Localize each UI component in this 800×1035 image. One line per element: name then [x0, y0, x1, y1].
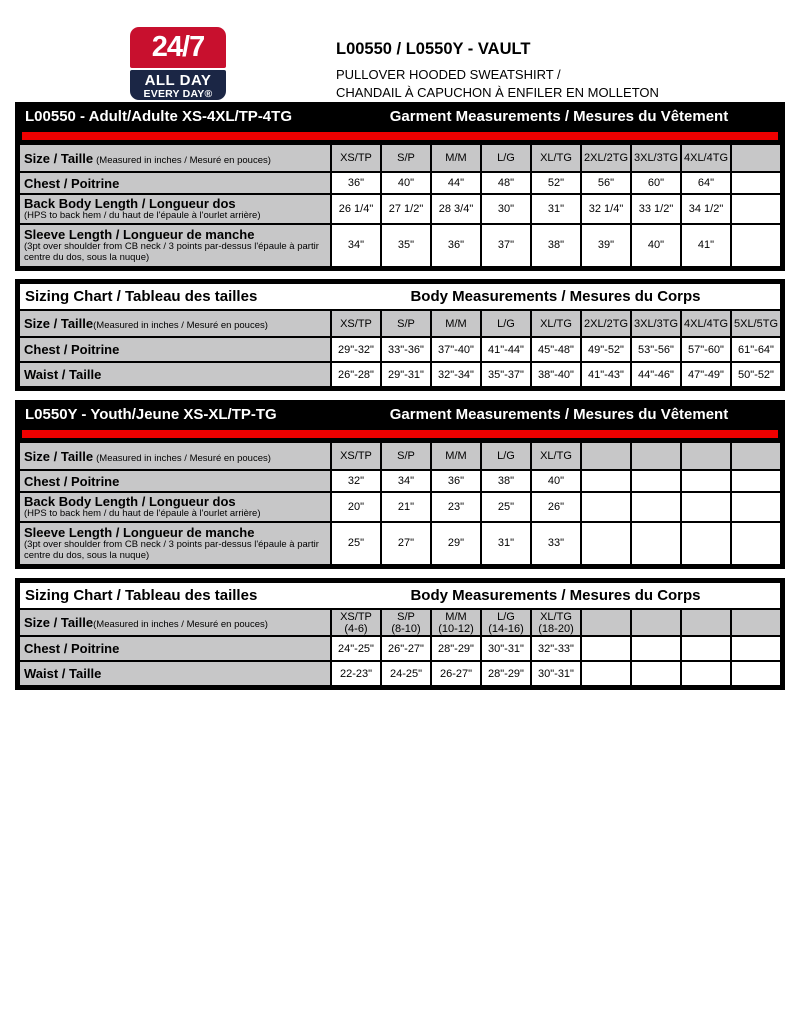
measure-label: Chest / Poitrine: [24, 342, 120, 357]
measure-label: Waist / Taille: [24, 666, 102, 681]
size-column-range: (18-20): [538, 622, 574, 635]
measure-value-cell: 32"-34": [431, 362, 481, 387]
measure-value-cell: 27 1/2": [381, 194, 431, 224]
measure-value-cell: [731, 224, 781, 267]
measure-label-cell: [19, 661, 331, 686]
size-column-name: XS/TP: [340, 610, 372, 623]
measure-value-cell: 26-27": [431, 661, 481, 686]
measure-value-cell: 26 1/4": [331, 194, 381, 224]
product-title: L00550 / L0550Y - VAULT: [336, 40, 531, 58]
measure-value-cell: 30": [481, 194, 531, 224]
size-column-header: 2XL/2TG: [581, 144, 631, 172]
measure-value-cell: 39": [581, 224, 631, 267]
measure-value-cell: 27": [381, 522, 431, 565]
measure-value-cell: 32": [331, 470, 381, 492]
measure-value-cell: 25": [481, 492, 531, 522]
measure-label-cell: [19, 337, 331, 362]
chart-title-left: Sizing Chart / Tableau des tailles: [19, 582, 331, 609]
measurements-grid: [18, 143, 782, 268]
chart-title-right: Body Measurements / Mesures du Corps: [331, 283, 781, 310]
measure-value-cell: 28 3/4": [431, 194, 481, 224]
measure-value-cell: 26"-28": [331, 362, 381, 387]
size-column-header: [681, 442, 731, 470]
logo-every-day-text: EVERY DAY®: [143, 88, 213, 100]
size-header-row: [19, 609, 781, 636]
measure-value-cell: 37"-40": [431, 337, 481, 362]
size-column-header: [731, 609, 781, 636]
size-label-note: (Measured in inches / Mesuré en pouces): [96, 452, 271, 464]
measure-value-cell: [581, 661, 631, 686]
logo-24-7-text: 24/7: [151, 31, 205, 63]
measure-value-cell: [631, 470, 681, 492]
measure-value-cell: 50"-52": [731, 362, 781, 387]
measure-label-note: (3pt over shoulder from CB neck / 3 points par-dessus l'épaule à partir centre du dos, sous la nuque): [24, 539, 319, 561]
measure-value-cell: 32 1/4": [581, 194, 631, 224]
measure-value-cell: [731, 470, 781, 492]
size-column-header: S/P: [381, 144, 431, 172]
size-column-header: [481, 609, 531, 636]
measure-value-cell: 31": [481, 522, 531, 565]
size-label-cell: [19, 144, 331, 172]
measure-value-cell: 34": [381, 470, 431, 492]
measure-value-cell: [731, 492, 781, 522]
size-column-header: XL/TG: [531, 310, 581, 337]
size-label-cell: [19, 310, 331, 337]
measure-value-cell: 38": [481, 470, 531, 492]
size-column-header: M/M: [431, 144, 481, 172]
measure-value-cell: 34 1/2": [681, 194, 731, 224]
size-label: Size / Taille: [24, 316, 94, 331]
adult-body-measurements-table: [15, 279, 785, 391]
size-column-header: [631, 609, 681, 636]
measure-value-cell: [731, 172, 781, 194]
measure-value-cell: 21": [381, 492, 431, 522]
size-column-header: [731, 144, 781, 172]
measure-value-cell: 28"-29": [481, 661, 531, 686]
measure-value-cell: 29"-32": [331, 337, 381, 362]
measure-value-cell: 44"-46": [631, 362, 681, 387]
measure-value-cell: 48": [481, 172, 531, 194]
measure-value-cell: 53"-56": [631, 337, 681, 362]
size-column-header: [581, 442, 631, 470]
logo-all-day-text: ALL DAY: [144, 72, 212, 89]
size-label: Size / Taille: [24, 615, 94, 630]
measure-value-cell: 29": [431, 522, 481, 565]
size-label: Size / Taille: [24, 448, 94, 464]
measure-value-cell: [631, 636, 681, 661]
size-column-header: S/P: [381, 442, 431, 470]
measure-label-note: (HPS to back hem / du haut de l'épaule à l'ourlet arrière): [24, 210, 261, 221]
measure-value-cell: [631, 492, 681, 522]
size-label-cell: [19, 609, 331, 636]
chart-title-row: [19, 283, 781, 310]
size-label: Size / Taille: [24, 150, 94, 166]
size-column-range: (8-10): [391, 622, 421, 635]
measure-value-cell: 52": [531, 172, 581, 194]
table-title-band: [18, 400, 782, 429]
youth-garment-measurements-table: [15, 400, 785, 569]
size-label-cell: [19, 442, 331, 470]
measure-value-cell: 56": [581, 172, 631, 194]
size-column-name: L/G: [497, 610, 515, 623]
measure-value-cell: 41": [681, 224, 731, 267]
measure-value-cell: 20": [331, 492, 381, 522]
size-column-header: M/M: [431, 442, 481, 470]
measure-value-cell: 26"-27": [381, 636, 431, 661]
size-column-header: [681, 609, 731, 636]
measure-label: Chest / Poitrine: [24, 175, 120, 191]
measure-value-cell: 64": [681, 172, 731, 194]
measure-row: [19, 661, 781, 686]
measure-row: [19, 172, 781, 194]
measure-value-cell: 23": [431, 492, 481, 522]
adult-garment-measurements-table: [15, 102, 785, 271]
measure-value-cell: 34": [331, 224, 381, 267]
measure-value-cell: 33 1/2": [631, 194, 681, 224]
size-column-header: 5XL/5TG: [731, 310, 781, 337]
size-column-header: S/P: [381, 310, 431, 337]
size-column-header: L/G: [481, 310, 531, 337]
measure-value-cell: 30"-31": [481, 636, 531, 661]
measure-value-cell: 33"-36": [381, 337, 431, 362]
measure-value-cell: 38": [531, 224, 581, 267]
measure-value-cell: 37": [481, 224, 531, 267]
size-column-header: M/M: [431, 310, 481, 337]
measure-value-cell: 61"-64": [731, 337, 781, 362]
measure-value-cell: 40": [381, 172, 431, 194]
size-header-row: [19, 442, 781, 470]
measure-label: Chest / Poitrine: [24, 473, 120, 489]
size-column-header: L/G: [481, 442, 531, 470]
size-column-header: XS/TP: [331, 144, 381, 172]
measure-value-cell: 57"-60": [681, 337, 731, 362]
size-label-note: (Measured in inches / Mesuré en pouces): [96, 154, 271, 166]
measure-value-cell: 29"-31": [381, 362, 431, 387]
measure-label: Waist / Taille: [24, 367, 102, 382]
size-label-note: (Measured in inches / Mesuré en pouces): [93, 320, 268, 331]
measure-value-cell: 49"-52": [581, 337, 631, 362]
measure-value-cell: 30"-31": [531, 661, 581, 686]
measure-value-cell: [731, 522, 781, 565]
size-column-header: XS/TP: [331, 310, 381, 337]
measure-value-cell: 35": [381, 224, 431, 267]
size-label-note: (Measured in inches / Mesuré en pouces): [93, 619, 268, 630]
size-column-header: [631, 442, 681, 470]
measure-value-cell: 60": [631, 172, 681, 194]
measure-row: [19, 636, 781, 661]
size-column-name: M/M: [445, 610, 467, 623]
measure-label: Sleeve Length / Longueur de manche: [24, 227, 255, 242]
measure-value-cell: 38"-40": [531, 362, 581, 387]
size-column-header: XL/TG: [531, 144, 581, 172]
size-column-header: XS/TP: [331, 442, 381, 470]
size-column-header: [731, 442, 781, 470]
table-title-right: Garment Measurements / Mesures du Vêtement: [389, 108, 729, 125]
measure-label: Sleeve Length / Longueur de manche: [24, 525, 255, 540]
chart-title-row: [19, 582, 781, 609]
measure-label-cell: [19, 522, 331, 565]
measure-value-cell: [681, 470, 731, 492]
table-title-left: L00550 - Adult/Adulte XS-4XL/TP-4TG: [25, 108, 292, 125]
brand-logo: [130, 27, 226, 100]
measurements-grid: [18, 581, 782, 687]
measure-value-cell: 36": [431, 470, 481, 492]
measure-value-cell: 28"-29": [431, 636, 481, 661]
measure-value-cell: 41"-44": [481, 337, 531, 362]
measure-value-cell: [631, 661, 681, 686]
size-column-header: [531, 609, 581, 636]
measure-label-cell: [19, 362, 331, 387]
measure-row: [19, 194, 781, 224]
measure-value-cell: [681, 636, 731, 661]
measure-label-cell: [19, 224, 331, 267]
size-column-header: L/G: [481, 144, 531, 172]
measure-value-cell: 35"-37": [481, 362, 531, 387]
size-column-header: XL/TG: [531, 442, 581, 470]
measure-value-cell: [581, 636, 631, 661]
size-column-range: (10-12): [438, 622, 474, 635]
measure-value-cell: [731, 194, 781, 224]
measure-label-cell: [19, 172, 331, 194]
measure-value-cell: 22-23": [331, 661, 381, 686]
measure-label-cell: [19, 194, 331, 224]
size-column-header: [581, 609, 631, 636]
measure-value-cell: [681, 522, 731, 565]
measure-label-note: (HPS to back hem / du haut de l'épaule à l'ourlet arrière): [24, 508, 261, 519]
red-accent-stripe: [22, 430, 778, 438]
size-column-range: (4-6): [344, 622, 368, 635]
size-column-header: 4XL/4TG: [681, 144, 731, 172]
measure-value-cell: [581, 470, 631, 492]
size-column-range: (14-16): [488, 622, 524, 635]
product-subtitle-en: PULLOVER HOODED SWEATSHIRT /: [336, 67, 561, 82]
size-header-row: [19, 310, 781, 337]
size-column-header: [331, 609, 381, 636]
product-subtitle-fr: CHANDAIL À CAPUCHON À ENFILER EN MOLLETON: [336, 85, 659, 100]
measure-row: [19, 337, 781, 362]
measure-row: [19, 492, 781, 522]
measure-label: Back Body Length / Longueur dos: [24, 196, 236, 211]
measure-value-cell: [681, 492, 731, 522]
youth-body-measurements-table: [15, 578, 785, 690]
red-accent-stripe: [22, 132, 778, 140]
measure-label-cell: [19, 636, 331, 661]
measure-value-cell: 24"-25": [331, 636, 381, 661]
size-column-name: XL/TG: [540, 610, 572, 623]
measure-value-cell: [731, 661, 781, 686]
measure-value-cell: 47"-49": [681, 362, 731, 387]
logo-24-7-badge: [130, 27, 226, 68]
document-header: [336, 40, 659, 102]
chart-title-right: Body Measurements / Mesures du Corps: [331, 582, 781, 609]
measure-label-note: (3pt over shoulder from CB neck / 3 points par-dessus l'épaule à partir centre du dos, sous la nuque): [24, 241, 319, 263]
size-column-header: 4XL/4TG: [681, 310, 731, 337]
measure-row: [19, 522, 781, 565]
size-column-header: [381, 609, 431, 636]
measure-value-cell: 44": [431, 172, 481, 194]
measure-value-cell: 36": [331, 172, 381, 194]
size-column-header: 2XL/2TG: [581, 310, 631, 337]
measure-value-cell: [681, 661, 731, 686]
size-column-header: 3XL/3TG: [631, 310, 681, 337]
measure-value-cell: 40": [531, 470, 581, 492]
chart-title-left: Sizing Chart / Tableau des tailles: [19, 283, 331, 310]
measure-label-cell: [19, 470, 331, 492]
measurements-grid: [18, 441, 782, 566]
size-header-row: [19, 144, 781, 172]
measure-value-cell: 24-25": [381, 661, 431, 686]
measure-value-cell: [581, 522, 631, 565]
measure-label-cell: [19, 492, 331, 522]
measure-value-cell: 32"-33": [531, 636, 581, 661]
measure-value-cell: 31": [531, 194, 581, 224]
measure-value-cell: [581, 492, 631, 522]
table-title-left: L0550Y - Youth/Jeune XS-XL/TP-TG: [25, 406, 277, 423]
measure-value-cell: 36": [431, 224, 481, 267]
measure-row: [19, 224, 781, 267]
measure-value-cell: 26": [531, 492, 581, 522]
measurements-grid: [18, 282, 782, 388]
measure-value-cell: 41"-43": [581, 362, 631, 387]
measure-value-cell: [731, 636, 781, 661]
measure-label: Back Body Length / Longueur dos: [24, 494, 236, 509]
logo-all-day-badge: [130, 70, 226, 100]
measure-value-cell: 40": [631, 224, 681, 267]
measure-value-cell: [631, 522, 681, 565]
measure-row: [19, 362, 781, 387]
size-column-header: [431, 609, 481, 636]
measure-value-cell: 25": [331, 522, 381, 565]
measure-value-cell: 33": [531, 522, 581, 565]
size-column-name: S/P: [397, 610, 415, 623]
table-title-band: [18, 102, 782, 131]
measure-row: [19, 470, 781, 492]
table-title-right: Garment Measurements / Mesures du Vêtement: [389, 406, 729, 423]
measure-value-cell: 45"-48": [531, 337, 581, 362]
measure-label: Chest / Poitrine: [24, 641, 120, 656]
size-column-header: 3XL/3TG: [631, 144, 681, 172]
